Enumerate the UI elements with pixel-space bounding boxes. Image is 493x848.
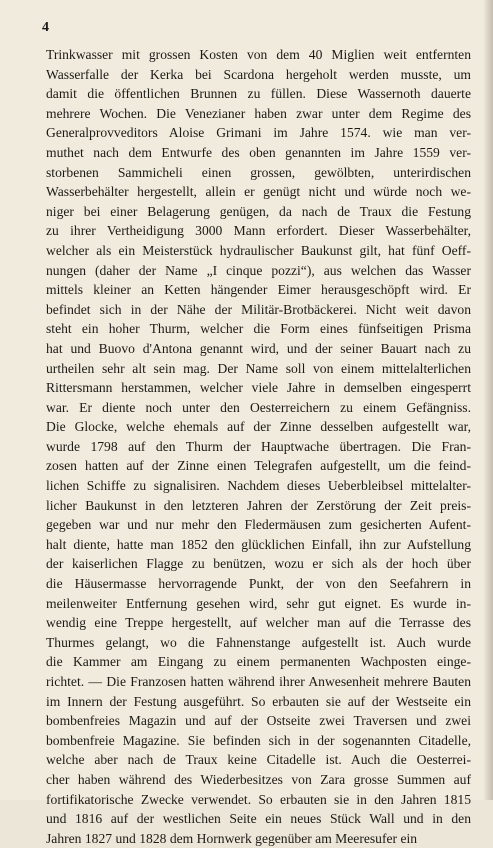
text-line: licher Baukunst in den letzteren Jahren der Zerstörung der Zeit preis- bbox=[46, 497, 471, 513]
text-line: die Häusermasse hervorragende Punkt, der von den Seefahrern in bbox=[46, 576, 471, 592]
text-line: Rittersmann herstammen, welcher viele Jahre in demselben eingesperrt bbox=[46, 380, 471, 396]
text-line: welcher als ein Meisterstück hydraulischer Baukunst gilt, hat fünf Oeff- bbox=[46, 242, 471, 258]
text-line: Jahren 1827 und 1828 dem Hornwerk gegenüber am Meeresufer ein bbox=[46, 830, 418, 846]
text-line: wendig eine Treppe hergestellt, auf welcher man auf die Terrasse des bbox=[46, 615, 471, 631]
text-line: damit die öffentlichen Brunnen zu füllen. Diese Wassernoth dauerte bbox=[46, 86, 471, 102]
text-line: im Innern der Festung ausgeführt. So erbauten sie auf der Westseite ein bbox=[46, 693, 471, 709]
text-line: meilenweiter Entfernung gesehen wird, sehr gut eignet. Es wurde in- bbox=[46, 595, 471, 611]
body-text bbox=[46, 45, 471, 848]
text-line: Generalprovveditors Aloise Grimani im Jahre 1574. wie man ver- bbox=[46, 125, 471, 141]
text-line: storbenen Sammicheli einen grossen, gewölbten, unterirdischen bbox=[46, 164, 471, 180]
text-line: niger bei einer Belagerung genügen, da nach de Traux die Festung bbox=[46, 203, 471, 219]
text-line: wurde 1798 auf den Thurm der Hauptwache übertragen. Die Fran- bbox=[46, 438, 471, 454]
text-line: hat und Buovo d'Antona genannt wird, und der seiner Bauart nach zu bbox=[46, 340, 471, 356]
text-line: halt diente, hatte man 1852 den glücklichen Einfall, ihn zur Aufstellung bbox=[46, 536, 471, 552]
text-line: zosen hatten auf der Zinne einen Telegrafen aufgestellt, um die feind- bbox=[46, 458, 471, 474]
text-line: befindet sich in der Nähe der Militär-Brotbäckerei. Nicht weit davon bbox=[46, 301, 471, 317]
text-line: welche aber nach de Traux keine Citadelle ist. Auch die Oesterrei- bbox=[46, 752, 471, 768]
page-gutter-shadow bbox=[483, 0, 493, 800]
text-line: cher haben während des Wiederbesitzes von Zara grosse Summen auf bbox=[46, 771, 471, 787]
text-line: nungen (daher der Name „I cinque pozzi“), aus welchen das Wasser bbox=[46, 262, 471, 278]
text-line: mehrere Wochen. Die Venezianer haben zwar unter dem Regime des bbox=[46, 105, 471, 121]
page-number: 4 bbox=[42, 20, 49, 35]
text-line: Wasserbehälter hergestellt, allein er genügt nicht und würde noch we- bbox=[46, 184, 471, 200]
text-line: Wasserfalle der Kerka bei Scardona hergeholt werden musste, um bbox=[46, 66, 471, 82]
text-line: steht ein hoher Thurm, welcher die Form eines fünfseitigen Prisma bbox=[46, 321, 471, 337]
text-line: Die Glocke, welche ehemals auf der Zinne desselben aufgestellt war, bbox=[46, 419, 471, 435]
text-line: bombenfreies Magazin und auf der Ostseite zwei Traversen und zwei bbox=[46, 713, 471, 729]
text-line: lichen Schiffe zu signalisiren. Nachdem dieses Ueberbleibsel mittelalter- bbox=[46, 478, 471, 494]
text-line: und 1816 auf der westlichen Seite ein neues Stück Wall und in den bbox=[46, 811, 471, 827]
text-line: war. Er diente noch unter den Oesterreichern zu einem Gefängniss. bbox=[46, 399, 471, 415]
text-line: bombenfreie Magazine. Sie befinden sich in der sogenannten Citadelle, bbox=[46, 732, 471, 748]
text-line: mittels kleiner an Ketten hängender Eimer herausgeschöpft wird. Er bbox=[46, 282, 471, 298]
text-line: urtheilen sehr alt sein mag. Der Name soll von einem mittelalterlichen bbox=[46, 360, 471, 376]
text-line: gegeben war und nur mehr den Fledermäusen zum gesicherten Aufent- bbox=[46, 517, 471, 533]
text-line: die Kammer am Eingang zu einem permanenten Wachposten einge- bbox=[46, 654, 471, 670]
text-line: Thurmes gelangt, wo die Fahnenstange aufgestellt ist. Auch wurde bbox=[46, 634, 471, 650]
text-line: richtet. — Die Franzosen hatten während ihrer Anwesenheit mehrere Bauten bbox=[46, 674, 471, 689]
text-line: der kaiserlichen Flagge zu benützen, wozu er sich als der hoch über bbox=[46, 556, 471, 572]
text-line: zu ihrer Vertheidigung 3000 Mann erfordert. Dieser Wasserbehälter, bbox=[46, 223, 471, 239]
text-line: fortifikatorische Zwecke verwendet. So erbauten sie in den Jahren 1815 bbox=[46, 791, 471, 807]
text-line: Trinkwasser mit grossen Kosten von dem 40 Miglien weit entfernten bbox=[46, 47, 471, 62]
text-line: muthet nach dem Entwurfe des oben genannten im Jahre 1559 ver- bbox=[46, 144, 471, 160]
